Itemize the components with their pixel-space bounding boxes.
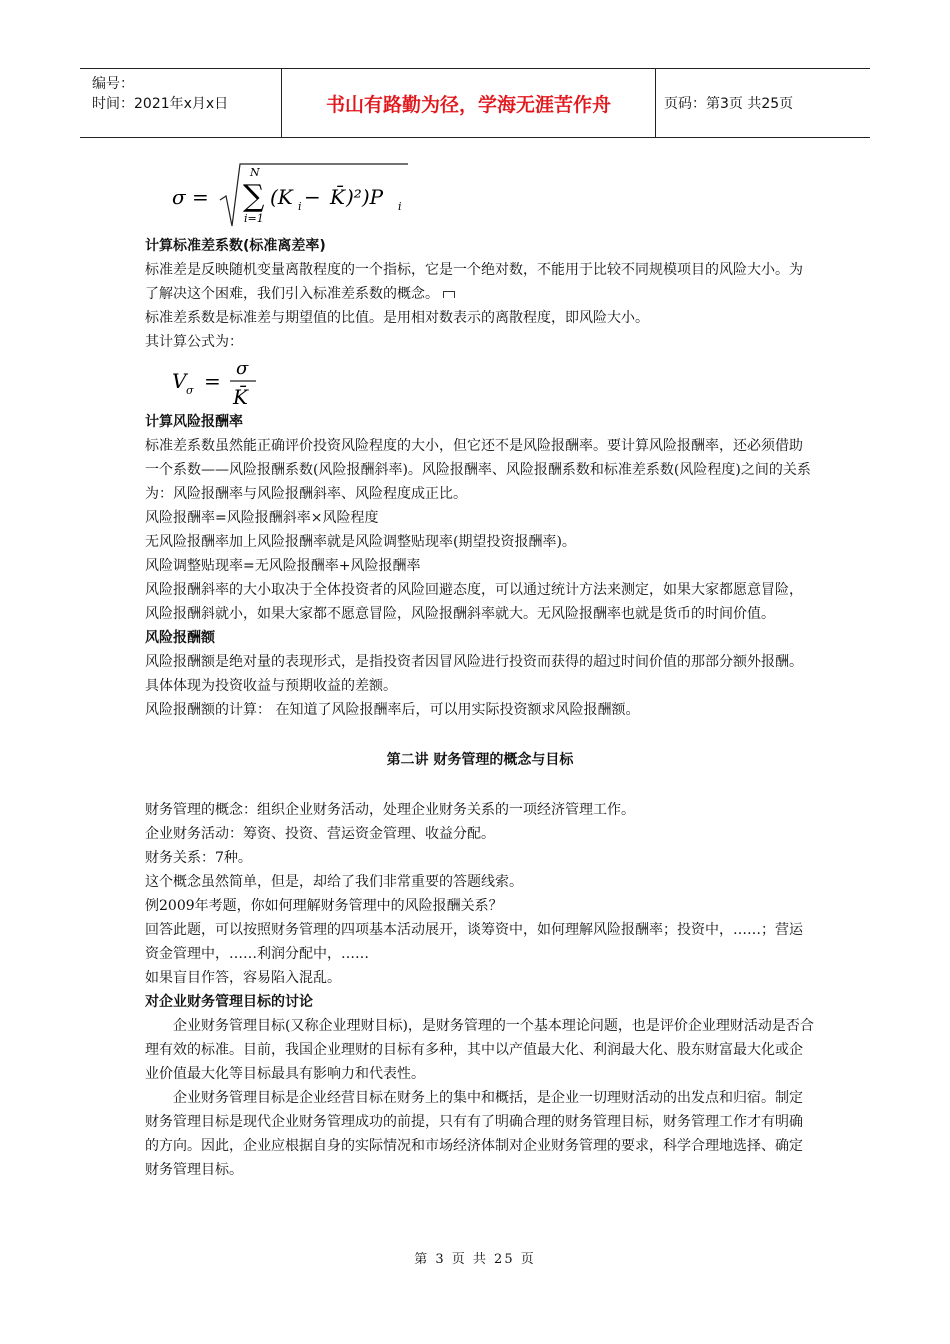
section-heading: 计算标准差系数(标准离差率)	[145, 238, 326, 254]
formula-tail: )²)P	[346, 185, 384, 209]
paragraph: 风险报酬额是绝对量的表现形式，是指投资者因冒风险进行投资而获得的超过时间价值的那部分额外报酬。具体体现为投资收益与预期收益的差额。	[145, 654, 803, 694]
cv-formula	[170, 354, 270, 410]
paragraph: 如果盲目作答，容易陷入混乱。	[145, 970, 341, 986]
section-heading: 对企业财务管理目标的讨论	[145, 994, 313, 1010]
paragraph: 风险报酬斜率的大小取决于全体投资者的风险回避态度，可以通过统计方法来测定，如果大家都愿意冒险，风险报酬斜就小，如果大家都不愿意冒险，风险报酬斜率就大。无风险报酬率也就是货币的时间价值。	[145, 582, 803, 622]
date-label: 时间：2021年x月x日	[92, 96, 229, 112]
paragraph: 其计算公式为：	[145, 334, 243, 350]
section-std-coefficient	[145, 234, 815, 354]
section-heading: 计算风险报酬率	[145, 414, 243, 430]
cv-lhs: V	[172, 369, 187, 393]
paragraph: 企业财务管理目标是企业经营目标在财务上的集中和概括，是企业一切理财活动的出发点和归宿。制定财务管理目标是现代企业财务管理成功的前提，只有有了明确合理的财务管理目标，财务管理工作才有明确的方向。因此，企业应根据自身的实际情况和市场经济体制对企业财务管理的要求，科学合理地选择、确定财务管理目标。	[145, 1090, 803, 1178]
formula-sub-i2: i	[398, 200, 402, 213]
sum-top: N	[250, 166, 260, 179]
cv-sub: σ	[186, 384, 194, 397]
paragraph: 财务关系：7种。	[145, 850, 252, 866]
formula-kbar: K̄	[330, 185, 345, 209]
motto: 书山有路勤为径，学海无涯苦作舟	[282, 69, 656, 137]
std-dev-formula	[170, 160, 410, 232]
sum-bottom: i=1	[244, 212, 264, 225]
section-heading: 风险报酬额	[145, 630, 215, 646]
paragraph: 标准差系数是标准差与期望值的比值。是用相对数表示的离散程度，即风险大小。	[145, 310, 649, 326]
paragraph: 这个概念虽然简单，但是，却给了我们非常重要的答题线索。	[145, 874, 523, 890]
formula-sub-i: i	[298, 200, 302, 213]
cv-den: K̄	[233, 385, 248, 409]
paragraph: 无风险报酬率加上风险报酬率就是风险调整贴现率(期望投资报酬率)。	[145, 534, 576, 550]
formula-body: (K	[270, 185, 293, 209]
paragraph: 财务管理的概念：组织企业财务活动，处理企业财务关系的一项经济管理工作。	[145, 802, 635, 818]
cv-num: σ	[236, 358, 249, 379]
paragraph: 回答此题，可以按照财务管理的四项基本活动展开，谈筹资中，如何理解风险报酬率；投资中，……；营运资金管理中，……利润分配中，……	[145, 922, 803, 962]
page-header-table	[80, 68, 870, 138]
header-left-cell	[80, 69, 282, 137]
paragraph: 风险调整贴现率=无风险报酬率+风险报酬率	[145, 558, 421, 574]
lecture-title: 第二讲 财务管理的概念与目标	[386, 752, 574, 768]
paragraph: 企业财务管理目标(又称企业理财目标)，是财务管理的一个基本理论问题，也是评价企业理财活动是否合理有效的标准。目前，我国企业理财的目标有多种，其中以产值最大化、利润最大化、股东财富最大化或企业价值最大化等目标最具有影响力和代表性。	[145, 1018, 814, 1082]
paragraph: 企业财务活动：筹资、投资、营运资金管理、收益分配。	[145, 826, 495, 842]
page-footer: 第 3 页 共 25 页	[414, 1252, 536, 1267]
number-label: 编号：	[92, 76, 134, 92]
page-info: 页码：第3页 共25页	[664, 96, 794, 112]
paragraph: 例2009年考题，你如何理解财务管理中的风险报酬关系？	[145, 898, 503, 914]
main-body	[145, 410, 815, 1182]
paragraph: 标准差系数虽然能正确评价投资风险程度的大小，但它还不是风险报酬率。要计算风险报酬率，还必须借助一个系数——风险报酬系数(风险报酬斜率)。风险报酬率、风险报酬系数和标准差系数(风险程度)之间的关系为：风险报酬率与风险报酬斜率、风险程度成正比。	[145, 438, 811, 502]
formula-lhs: σ =	[172, 185, 209, 209]
sum-sign: ∑	[243, 179, 265, 214]
annotation-mark-icon	[443, 291, 455, 298]
cv-eq: =	[204, 369, 221, 393]
paragraph: 风险报酬额的计算： 在知道了风险报酬率后，可以用实际投资额求风险报酬额。	[145, 702, 640, 718]
paragraph: 标准差是反映随机变量离散程度的一个指标，它是一个绝对数，不能用于比较不同规模项目的风险大小。为了解决这个困难，我们引入标准差系数的概念。	[145, 262, 803, 302]
paragraph: 风险报酬率=风险报酬斜率×风险程度	[145, 510, 379, 526]
formula-minus: −	[304, 185, 321, 209]
